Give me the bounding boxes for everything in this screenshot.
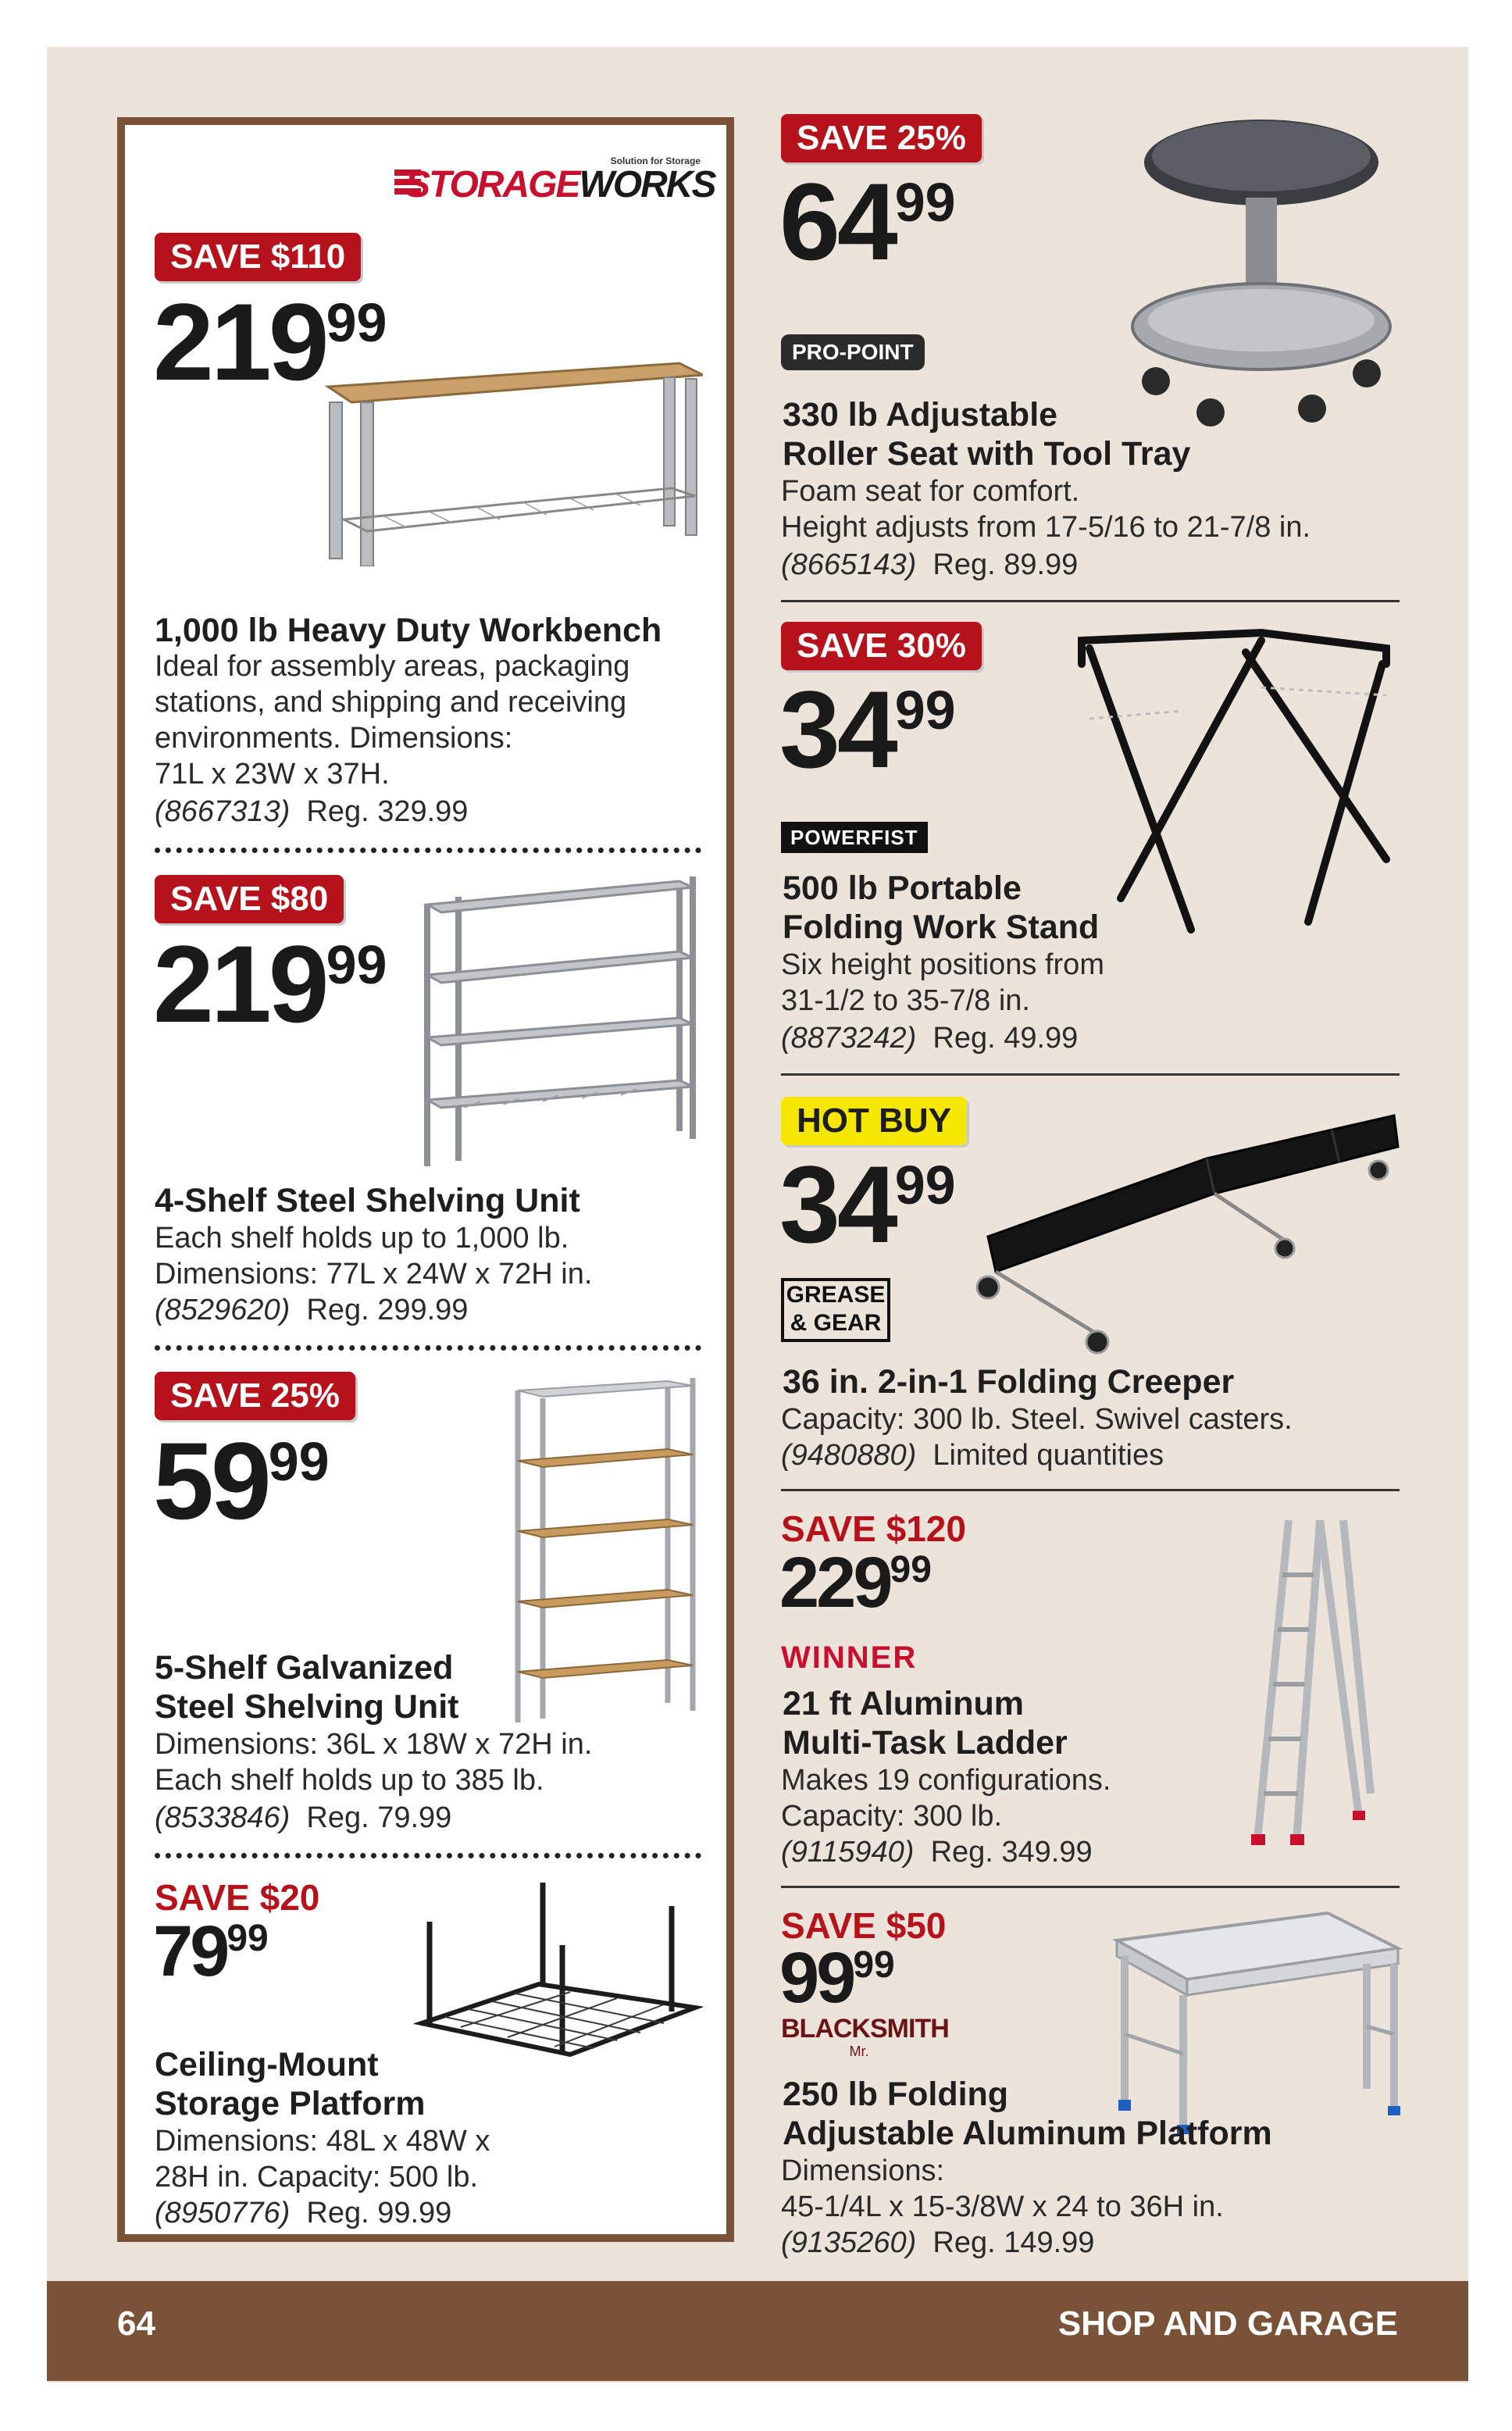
save-text: SAVE $120 [781, 1508, 966, 1549]
sku-line: (8665143) Reg. 89.99 [781, 548, 1079, 581]
powerfist-logo: POWERFIST [781, 822, 928, 853]
save-badge: SAVE $80 [155, 875, 344, 923]
product-title: 500 lb Portable [783, 869, 1022, 907]
save-badge: SAVE 25% [781, 114, 982, 162]
grease-and-gear-logo: GREASE & GEAR [781, 1278, 890, 1342]
price: 9999 [779, 1938, 895, 2018]
product-desc-line: Capacity: 300 lb. Steel. Swivel casters. [781, 1403, 1293, 1436]
product-desc-line: Ideal for assembly areas, packaging [155, 650, 630, 683]
product-title: 1,000 lb Heavy Duty Workbench [155, 612, 662, 649]
product-title: Steel Shelving Unit [155, 1688, 459, 1726]
product-title: 5-Shelf Galvanized [155, 1649, 454, 1687]
sku-line: (8529620) Reg. 299.99 [155, 1294, 469, 1326]
sku-line: (8533846) Reg. 79.99 [155, 1801, 452, 1834]
creeper-image [972, 1108, 1402, 1362]
roller-seat-image [1125, 116, 1398, 432]
product-title: 4-Shelf Steel Shelving Unit [155, 1182, 580, 1219]
storageworks-tagline: Solution for Storage [610, 155, 701, 166]
product-desc-line: Capacity: 300 lb. [781, 1800, 1003, 1833]
sku-line: (9480880) Limited quantities [781, 1439, 1164, 1472]
product-title: Folding Work Stand [783, 909, 1100, 946]
price: 21999 [153, 923, 387, 1045]
divider [155, 1853, 701, 1858]
price: 6499 [779, 160, 956, 283]
divider [781, 1886, 1400, 1888]
product-title: 21 ft Aluminum [783, 1685, 1024, 1722]
price: 5999 [153, 1419, 330, 1542]
propoint-logo: PRO-POINT [781, 334, 925, 370]
save-badge: SAVE 25% [155, 1372, 355, 1420]
product-title: 330 lb Adjustable [783, 396, 1058, 434]
winner-logo: WINNER [781, 1640, 918, 1675]
save-text: SAVE $20 [155, 1877, 320, 1918]
aluminum-platform-image [1109, 1909, 1406, 2140]
product-desc-line: Dimensions: [781, 2154, 945, 2187]
save-badge: SAVE $110 [155, 233, 361, 281]
price: 7999 [153, 1912, 269, 1991]
ceiling-platform-image [414, 1875, 703, 2066]
divider [781, 600, 1400, 602]
product-desc-line: Each shelf holds up to 1,000 lb. [155, 1222, 569, 1255]
product-desc-line: Each shelf holds up to 385 lb. [155, 1764, 544, 1797]
product-desc-line: Six height positions from [781, 948, 1104, 981]
hot-buy-badge: HOT BUY [781, 1097, 967, 1145]
product-title: Roller Seat with Tool Tray [783, 435, 1191, 473]
product-title: Storage Platform [155, 2085, 426, 2122]
product-desc-line: Makes 19 configurations. [781, 1764, 1111, 1797]
divider [155, 848, 701, 853]
divider [155, 1345, 701, 1351]
product-title: Adjustable Aluminum Platform [783, 2115, 1272, 2152]
product-desc-line: Foam seat for comfort. [781, 475, 1080, 508]
shelving-4-image [418, 873, 699, 1174]
product-title: 250 lb Folding [783, 2076, 1009, 2113]
product-desc-line: Height adjusts from 17-5/16 to 21-7/8 in. [781, 511, 1311, 544]
page-footer [47, 2281, 1468, 2381]
product-title: Multi-Task Ladder [783, 1724, 1068, 1762]
shelving-5-image [512, 1375, 699, 1730]
product-desc-line: stations, and shipping and receiving [155, 686, 627, 719]
save-text: SAVE $50 [781, 1905, 947, 1946]
product-desc-line: environments. Dimensions: [155, 722, 513, 755]
page-number: 64 [117, 2304, 155, 2343]
product-desc-line: Dimensions: 48L x 48W x [155, 2125, 490, 2158]
product-desc-line: 71L x 23W x 37H. [155, 758, 390, 791]
sku-line: (9115940) Reg. 349.99 [781, 1836, 1093, 1869]
price: 22999 [779, 1543, 932, 1622]
product-desc-line: 31-1/2 to 35-7/8 in. [781, 984, 1030, 1017]
storageworks-name-b: WORKS [579, 164, 715, 205]
product-desc-line: 45-1/4L x 15-3/8W x 24 to 36H in. [781, 2190, 1224, 2223]
storageworks-logo [394, 152, 715, 207]
work-stand-image [1074, 617, 1402, 941]
sku-line: (8873242) Reg. 49.99 [781, 1022, 1079, 1055]
ladder-image [1242, 1512, 1375, 1852]
product-title: Ceiling-Mount [155, 2046, 379, 2083]
workbench-image [320, 355, 703, 570]
sku-line: (8950776) Reg. 99.99 [155, 2197, 452, 2229]
save-badge: SAVE 30% [781, 622, 982, 670]
product-desc-line: Dimensions: 36L x 18W x 72H in. [155, 1728, 593, 1761]
price: 3499 [779, 668, 956, 791]
product-title: 36 in. 2-in-1 Folding Creeper [783, 1363, 1235, 1401]
sku-line: (8667313) Reg. 329.99 [155, 795, 469, 828]
product-desc-line: Dimensions: 77L x 24W x 72H in. [155, 1258, 593, 1290]
sku-line: (9135260) Reg. 149.99 [781, 2226, 1095, 2259]
mr-blacksmith-logo: BLACKSMITH Mr. [781, 2014, 949, 2059]
storageworks-name-a: STORAGE [405, 164, 579, 205]
divider [781, 1489, 1400, 1491]
product-desc-line: 28H in. Capacity: 500 lb. [155, 2161, 479, 2194]
section-title: SHOP AND GARAGE [1057, 2304, 1398, 2343]
price: 21999 [153, 280, 387, 403]
divider [781, 1073, 1400, 1076]
price: 3499 [779, 1143, 956, 1265]
